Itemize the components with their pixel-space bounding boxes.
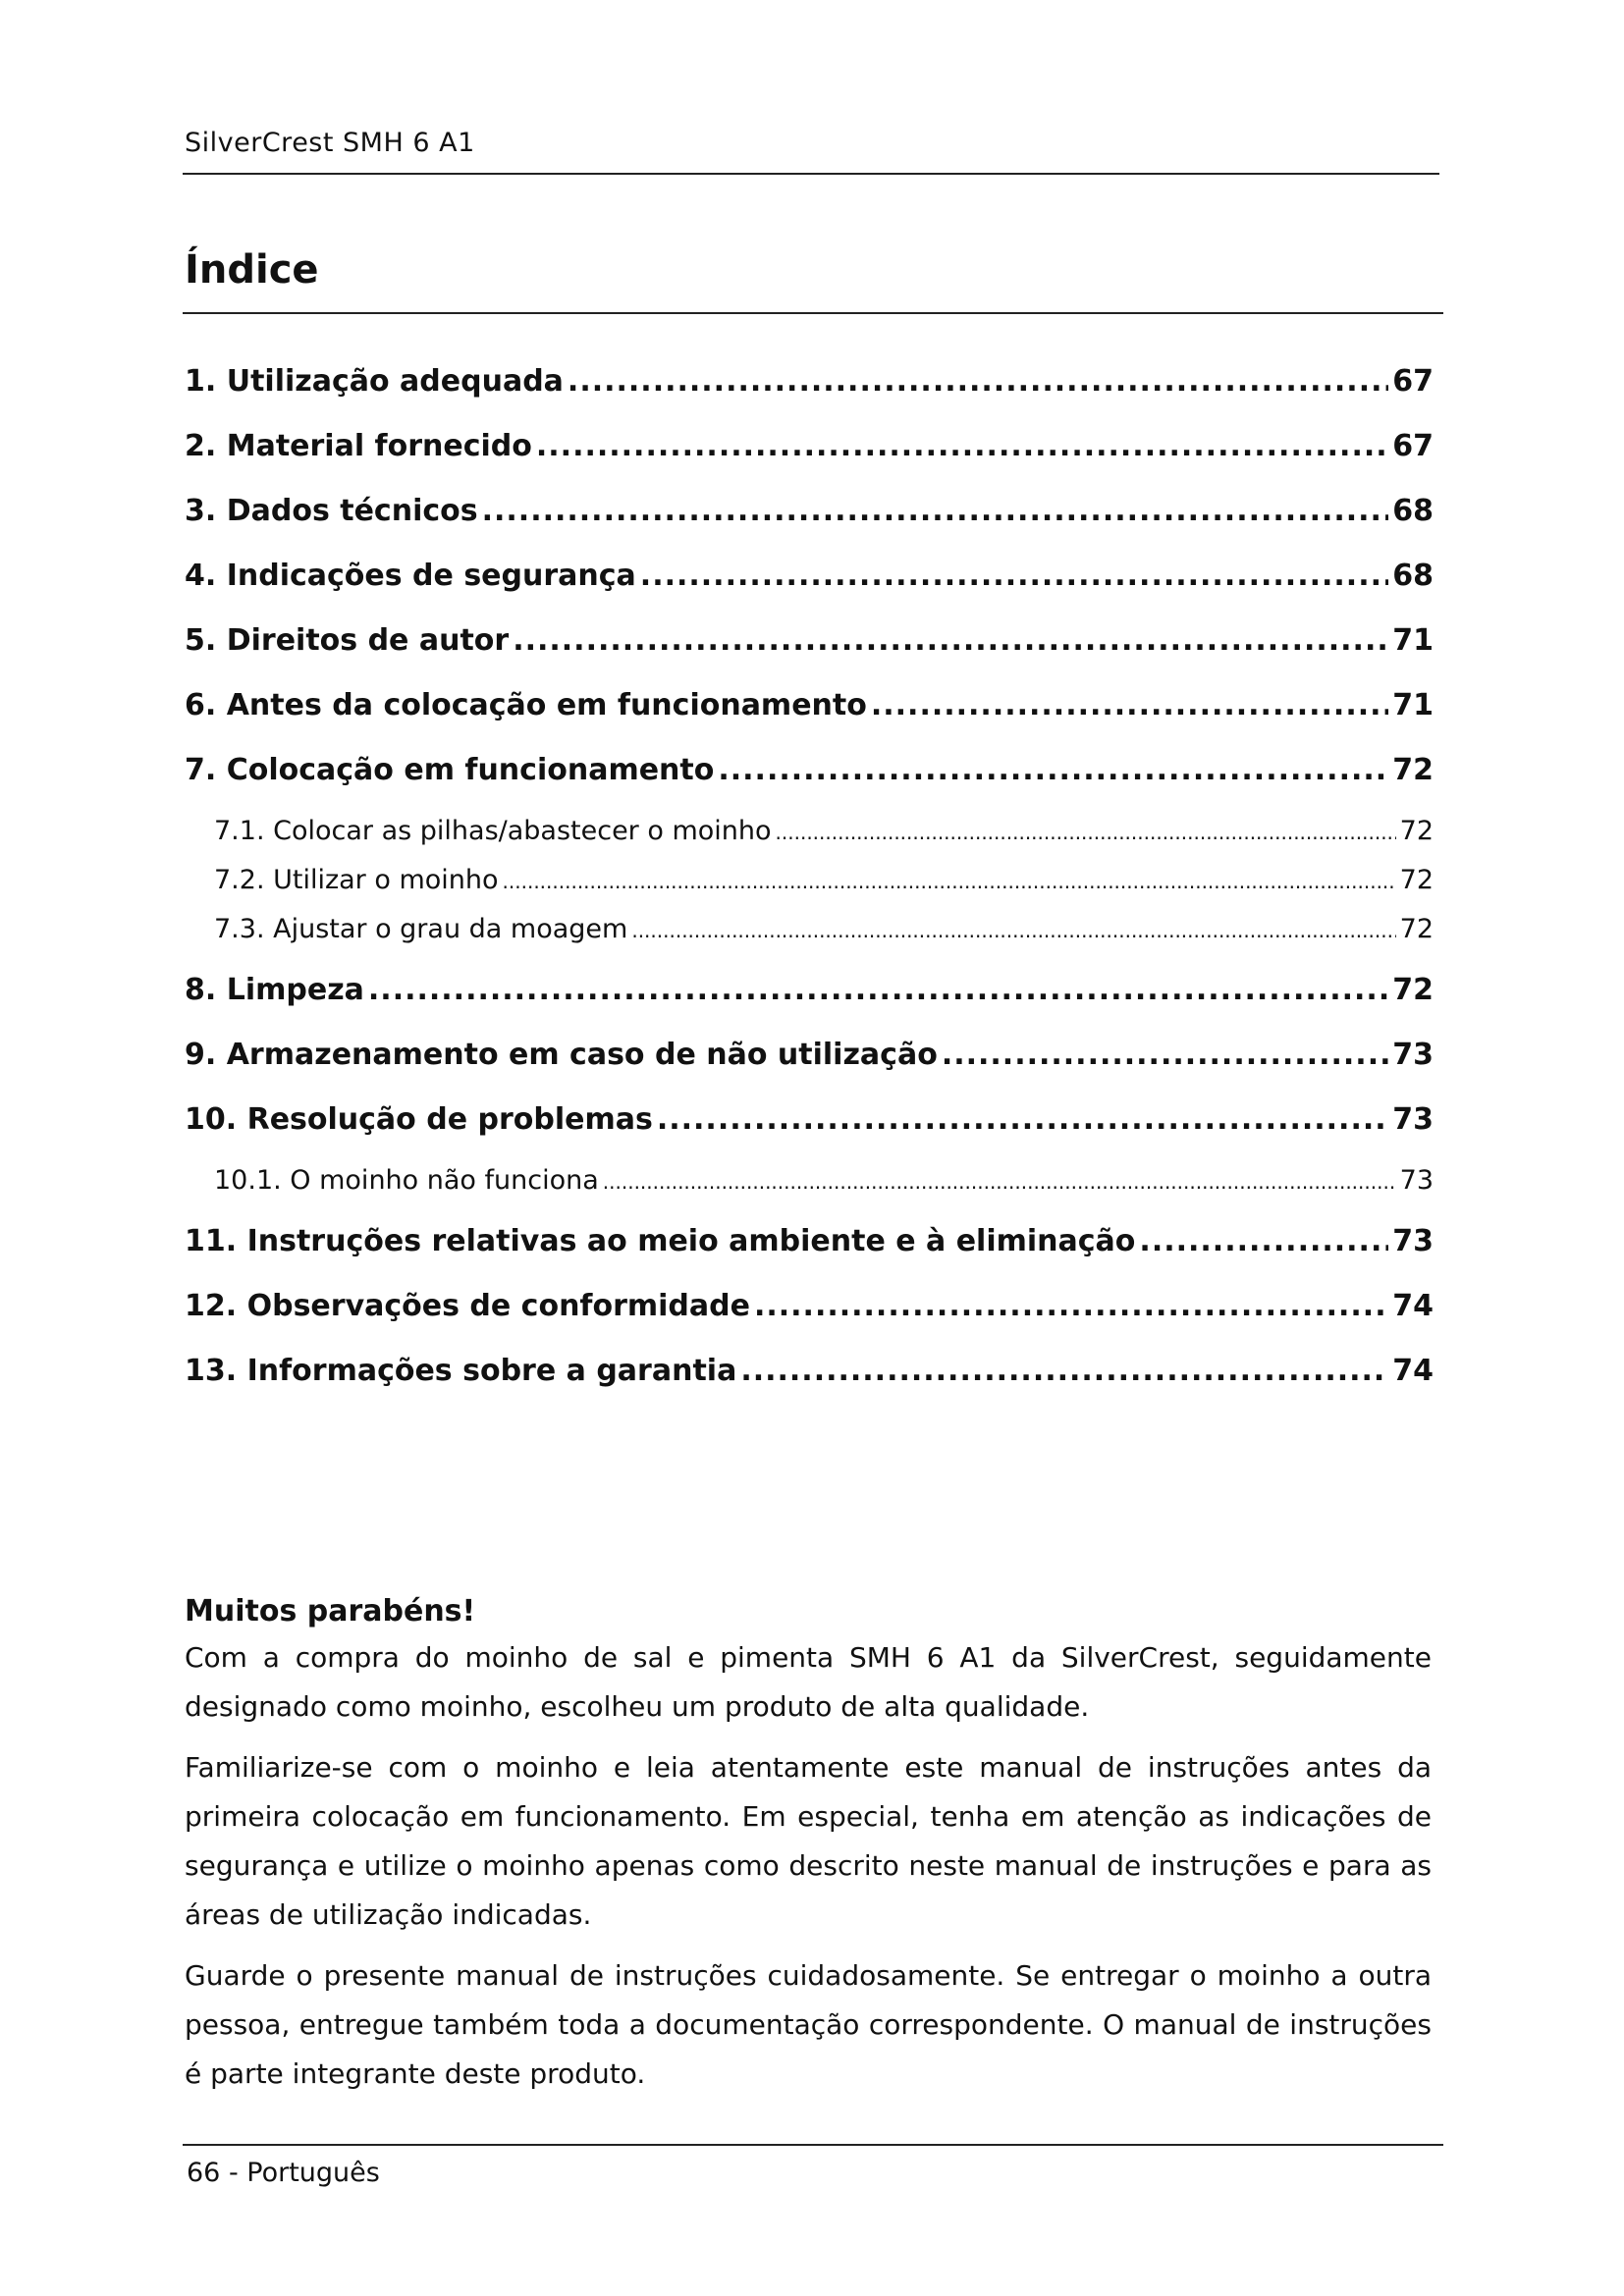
toc-leader <box>657 1092 1388 1148</box>
toc-entry-title: 13. Informações sobre a garantia <box>185 1354 737 1388</box>
toc-entry[interactable] <box>185 548 1434 613</box>
toc-entry-page: 72 <box>1392 973 1434 1007</box>
toc-entry-title: 7.1. Colocar as pilhas/abastecer o moinho <box>214 816 772 846</box>
toc-entry-title: 11. Instruções relativas ao meio ambiente e à eliminação <box>185 1224 1136 1258</box>
toc-leader <box>871 677 1388 734</box>
toc-entry-title: 4. Indicações de segurança <box>185 559 636 593</box>
toc-leader <box>740 1343 1388 1400</box>
toc-entry-title: 5. Direitos de autor <box>185 623 510 658</box>
toc-entry-page: 67 <box>1392 429 1434 463</box>
index-divider <box>183 312 1443 314</box>
toc-entry[interactable] <box>185 742 1434 807</box>
toc-leader <box>1139 1213 1388 1270</box>
toc-entry[interactable] <box>185 353 1434 418</box>
toc-leader <box>536 418 1388 475</box>
page-footer: 66 - Português <box>187 2158 380 2188</box>
toc-leader <box>942 1027 1388 1084</box>
toc-entry[interactable] <box>185 1092 1434 1156</box>
toc-entry-title: 6. Antes da colocação em funcionamento <box>185 688 867 722</box>
toc-leader <box>513 613 1388 669</box>
toc-entry-page: 73 <box>1392 1224 1434 1258</box>
toc-leader <box>754 1278 1388 1335</box>
toc-leader <box>603 1156 1396 1205</box>
toc-entry[interactable] <box>185 1027 1434 1092</box>
intro-paragraph: Com a compra do moinho de sal e pimenta SMH 6 A1 da SilverCrest, seguidamente designado como moinho, escolheu um produto de alta qualidade. <box>185 1641 1432 1723</box>
toc-entry[interactable] <box>185 613 1434 677</box>
toc-entry-title: 2. Material fornecido <box>185 429 532 463</box>
toc-entry-title: 1. Utilização adequada <box>185 364 564 399</box>
toc-entry-title: 10. Resolução de problemas <box>185 1102 653 1137</box>
toc-subentry[interactable] <box>185 807 1434 856</box>
toc-entry-page: 72 <box>1392 753 1434 787</box>
toc-entry-page: 71 <box>1392 688 1434 722</box>
toc-entry[interactable] <box>185 1343 1434 1408</box>
toc-leader <box>568 353 1388 410</box>
intro-paragraph: Familiarize-se com o moinho e leia atentamente este manual de instruções antes da primeira colocação em funcionamento. Em especial, tenha em atenção as indicações de segurança e utilize o moinho apenas como descrito neste manual de instruções e para as áreas de utilização indicadas. <box>185 1751 1432 1931</box>
toc-entry[interactable] <box>185 483 1434 548</box>
toc-entry-title: 9. Armazenamento em caso de não utilização <box>185 1038 938 1072</box>
toc-entry-page: 71 <box>1392 623 1434 658</box>
index-title: Índice <box>185 247 319 293</box>
toc-leader <box>631 905 1395 954</box>
toc-entry-title: 3. Dados técnicos <box>185 494 478 528</box>
toc-entry-page: 74 <box>1392 1289 1434 1323</box>
toc-entry-page: 73 <box>1392 1038 1434 1072</box>
intro-heading: Muitos parabéns! <box>185 1594 476 1629</box>
toc-entry-page: 68 <box>1392 559 1434 593</box>
toc-leader <box>776 807 1396 856</box>
toc-entry-page: 67 <box>1392 364 1434 399</box>
table-of-contents <box>185 353 1434 1408</box>
footer-divider <box>183 2144 1443 2146</box>
toc-entry-title: 8. Limpeza <box>185 973 364 1007</box>
toc-entry[interactable] <box>185 1278 1434 1343</box>
toc-entry[interactable] <box>185 1213 1434 1278</box>
toc-entry-page: 72 <box>1399 865 1434 895</box>
toc-entry[interactable] <box>185 962 1434 1027</box>
toc-leader <box>640 548 1388 605</box>
toc-leader <box>718 742 1388 799</box>
toc-leader <box>482 483 1389 540</box>
intro-paragraph: Guarde o presente manual de instruções cuidadosamente. Se entregar o moinho a outra pessoa, entregue também toda a documentação correspondente. O manual de instruções é parte integrante deste produto. <box>185 1959 1432 2090</box>
toc-entry-page: 68 <box>1392 494 1434 528</box>
toc-leader <box>368 962 1388 1019</box>
toc-entry-title: 10.1. O moinho não funciona <box>214 1165 599 1196</box>
toc-entry-page: 74 <box>1392 1354 1434 1388</box>
toc-entry-title: 7.3. Ajustar o grau da moagem <box>214 914 628 944</box>
toc-entry-title: 7.2. Utilizar o moinho <box>214 865 499 895</box>
toc-leader <box>503 856 1396 905</box>
toc-entry[interactable] <box>185 677 1434 742</box>
toc-subentry[interactable] <box>185 905 1434 954</box>
toc-entry[interactable] <box>185 418 1434 483</box>
intro-section <box>185 1590 1432 2110</box>
page-header <box>183 122 1439 175</box>
toc-subentry[interactable] <box>185 856 1434 905</box>
toc-entry-page: 73 <box>1392 1102 1434 1137</box>
toc-entry-title: 7. Colocação em funcionamento <box>185 753 715 787</box>
header-title: SilverCrest SMH 6 A1 <box>185 128 475 158</box>
toc-entry-page: 72 <box>1399 914 1434 944</box>
toc-entry-title: 12. Observações de conformidade <box>185 1289 750 1323</box>
toc-subentry[interactable] <box>185 1156 1434 1205</box>
toc-entry-page: 72 <box>1399 816 1434 846</box>
toc-entry-page: 73 <box>1399 1165 1434 1196</box>
